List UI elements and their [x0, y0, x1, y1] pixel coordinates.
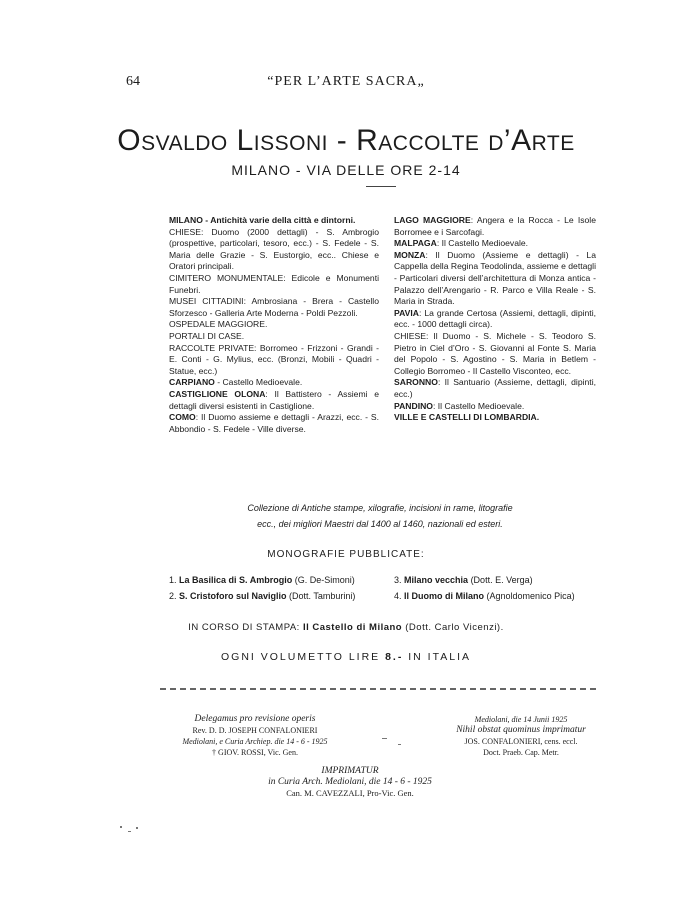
list-item: CHIESE: Il Duomo - S. Michele - S. Teodoro S. Pietro in Ciel d’Oro - S. Giovanni al Fonte S. Maria del Popolo - S. Agostino - S. Maria in Betlem - Collegio Borromeo - Il Castello Visconteo, ecc.	[394, 330, 596, 376]
list-item: MILANO - Antichità varie della città e dintorni.	[169, 215, 356, 225]
list-item: CHIESE: Duomo (2000 dettagli) - S. Ambrogio (prospettive, particolari, tesoro, ecc.) - S. Fedele - S. Maria delle Grazie - S. Eustorgio, ecc.. Chiese e Oratori principali.	[169, 226, 379, 272]
list-item: CIMITERO MONUMENTALE: Edicole e Monumenti Funebri.	[169, 272, 379, 295]
collection-note	[220, 500, 540, 532]
in-corso-di-stampa: IN CORSO DI STAMPA: Il Castello di Milano (Dott. Carlo Vicenzi).	[188, 622, 504, 633]
imprimatur-right: Mediolani, die 14 Junii 1925 Nihil obstat quominus imprimatur JOS. CONFALONIERI, cens. eccl. Doct. Praeb. Cap. Metr.	[456, 715, 586, 757]
list-item: RACCOLTE PRIVATE: Borromeo - Frizzoni - Grandi - E. Conti - G. Mylius, ecc. (Bronzi, Mobili - Quadri - Statue, ecc.)	[169, 342, 379, 376]
print-speck	[120, 826, 122, 828]
monografie-heading: MONOGRAFIE PUBBLICATE:	[267, 549, 425, 560]
imprimatur-center: IMPRIMATUR in Curia Arch. Mediolani, die 14 - 6 - 1925 Can. M. CAVEZZALI, Pro-Vic. Gen.	[268, 766, 432, 798]
imprimatur-left: Delegamus pro revisione operis Rev. D. D. JOSEPH CONFALONIERI Mediolani, e Curia Archiep. die 14 - 6 - 1925 † GIOV. ROSSI, Vic. Gen.	[182, 714, 328, 757]
page-subtitle: MILANO - VIA DELLE ORE 2-14	[231, 162, 461, 178]
price-line: OGNI VOLUMETTO LIRE 8.- IN ITALIA	[221, 651, 471, 663]
print-speck	[398, 744, 401, 745]
print-speck	[128, 831, 131, 832]
monografia-item: 1. La Basilica di S. Ambrogio (G. De-Simoni)	[169, 575, 355, 585]
running-title: “PER L’ARTE SACRA„	[267, 74, 425, 89]
list-item: MALPAGA: Il Castello Medioevale.	[394, 238, 529, 249]
list-item: LAGO MAGGIORE: Angera e la Rocca - Le Isole Borromee e i Sarcofagi.	[394, 215, 596, 237]
left-column	[169, 215, 379, 435]
list-item: SARONNO: Il Santuario (Assieme, dettagli, dipinti, ecc.)	[394, 377, 596, 399]
list-item: MUSEI CITTADINI: Ambrosiana - Brera - Castello Sforzesco - Galleria Arte Moderna - Poldi Pezzoli.	[169, 296, 379, 318]
print-speck	[136, 827, 138, 829]
list-item: PAVIA: La grande Certosa (Assiemi, dettagli, dipinti, ecc. - 1000 dettagli circa).	[394, 307, 596, 330]
list-item: OSPEDALE MAGGIORE.	[169, 319, 268, 330]
list-item: PORTALI DI CASE.	[169, 330, 245, 341]
collection-line: ecc., dei migliori Maestri dal 1400 al 1460, nazionali ed esteri.	[257, 519, 503, 529]
monografia-item: 4. Il Duomo di Milano (Agnoldomenico Pica)	[394, 591, 575, 601]
list-item: CARPIANO - Castello Medioevale.	[169, 377, 303, 388]
list-item: VILLE E CASTELLI DI LOMBARDIA.	[394, 412, 540, 423]
list-item: CASTIGLIONE OLONA: Il Battistero - Assiemi e dettagli diversi esistenti in Castiglione.	[169, 388, 379, 411]
section-divider	[160, 688, 596, 690]
monografia-item: 2. S. Cristoforo sul Naviglio (Dott. Tamburini)	[169, 591, 356, 601]
list-item: COMO: Il Duomo assieme e dettagli - Arazzi, ecc. - S. Abbondio - S. Fedele - Ville diverse.	[169, 412, 379, 434]
title-divider	[366, 186, 396, 187]
page-number: 64	[126, 74, 140, 89]
list-item: MONZA: Il Duomo (Assieme e dettagli) - La Cappella della Regina Teodolinda, assieme e dettagli - Particolari diversi dell’architettura di Monza antica - Palazzo dell’Arengario - R. Parco e Villa Reale - S. Maria in Strada.	[394, 249, 596, 307]
right-column	[394, 215, 596, 424]
print-speck	[382, 738, 387, 739]
page-title: Osvaldo Lissoni - Raccolte d’Arte	[117, 124, 575, 157]
collection-line: Collezione di Antiche stampe, xilografie, incisioni in rame, litografie	[247, 503, 513, 513]
monografia-item: 3. Milano vecchia (Dott. E. Verga)	[394, 575, 533, 585]
list-item: PANDINO: Il Castello Medioevale.	[394, 400, 525, 411]
